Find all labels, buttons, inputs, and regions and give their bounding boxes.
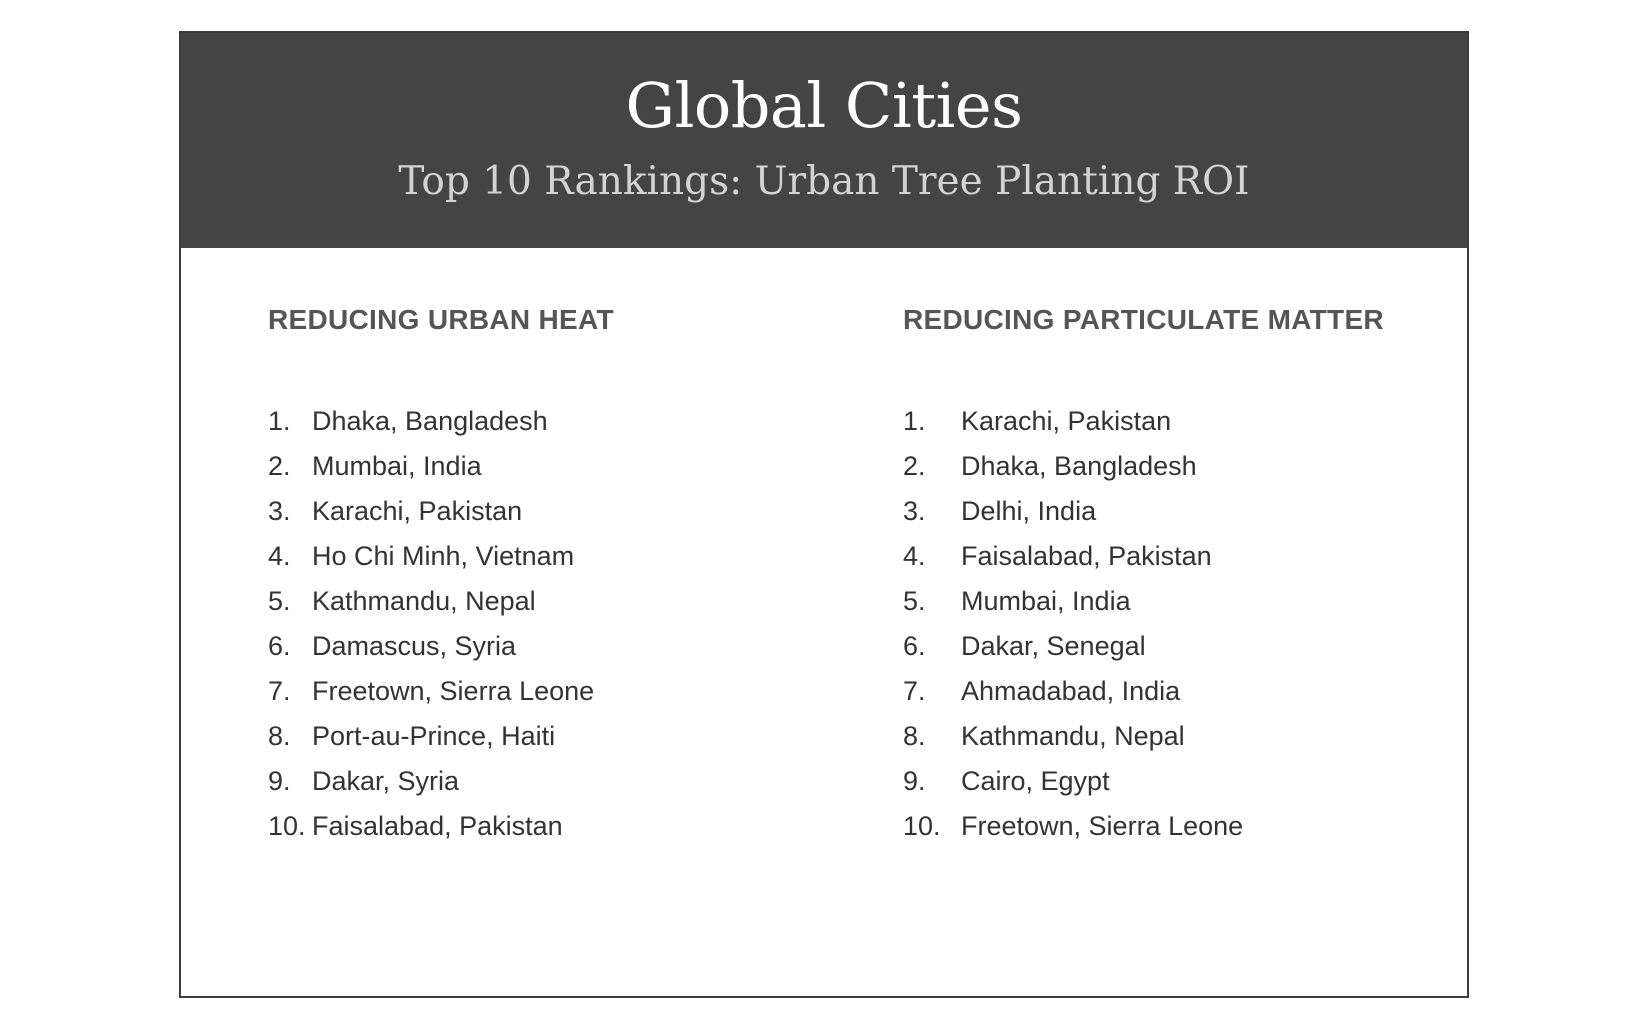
rank-number: 3. — [903, 496, 926, 526]
list-item — [903, 444, 1463, 489]
rank-number: 9. — [268, 766, 291, 796]
rank-number: 10. — [268, 811, 306, 841]
rank-number: 3. — [268, 496, 291, 526]
rank-number: 4. — [268, 541, 291, 571]
city-name: Dhaka, Bangladesh — [961, 451, 1197, 481]
city-name: Karachi, Pakistan — [312, 496, 523, 526]
list-item — [903, 624, 1463, 669]
city-name: Freetown, Sierra Leone — [312, 676, 595, 706]
list-item — [268, 534, 828, 579]
list-item — [268, 444, 828, 489]
urban-heat-heading: REDUCING URBAN HEAT — [268, 304, 614, 335]
list-item — [268, 759, 828, 804]
header-banner — [181, 33, 1467, 248]
list-item — [268, 579, 828, 624]
list-item — [268, 399, 828, 444]
rank-number: 2. — [903, 451, 926, 481]
urban-heat-list — [268, 399, 828, 849]
rank-number: 1. — [268, 406, 291, 436]
rank-number: 9. — [903, 766, 926, 796]
city-name: Delhi, India — [961, 496, 1097, 526]
city-name: Faisalabad, Pakistan — [961, 541, 1212, 571]
city-name: Ahmadabad, India — [961, 676, 1181, 706]
list-item — [903, 804, 1463, 849]
list-item — [903, 534, 1463, 579]
page-subtitle: Top 10 Rankings: Urban Tree Planting ROI — [398, 159, 1250, 204]
urban-heat-column — [268, 303, 614, 841]
rank-number: 10. — [903, 811, 941, 841]
list-item — [268, 804, 828, 849]
city-name: Karachi, Pakistan — [961, 406, 1172, 436]
city-name: Dakar, Senegal — [961, 631, 1146, 661]
list-item — [903, 669, 1463, 714]
list-item — [903, 489, 1463, 534]
rank-number: 6. — [903, 631, 926, 661]
city-name: Mumbai, India — [961, 586, 1131, 616]
list-item — [268, 489, 828, 534]
rank-number: 5. — [903, 586, 926, 616]
particulate-matter-heading: REDUCING PARTICULATE MATTER — [903, 304, 1384, 335]
rankings-card — [179, 31, 1469, 998]
city-name: Mumbai, India — [312, 451, 482, 481]
rank-number: 1. — [903, 406, 926, 436]
city-name: Cairo, Egypt — [961, 766, 1110, 796]
rank-number: 7. — [268, 676, 291, 706]
rank-number: 6. — [268, 631, 291, 661]
list-item — [268, 714, 828, 759]
rank-number: 2. — [268, 451, 291, 481]
city-name: Dakar, Syria — [312, 766, 460, 796]
city-name: Kathmandu, Nepal — [312, 586, 536, 616]
page-title: Global Cities — [625, 69, 1023, 142]
city-name: Port-au-Prince, Haiti — [312, 721, 556, 751]
particulate-matter-list — [903, 399, 1463, 849]
list-item — [903, 399, 1463, 444]
list-item — [903, 579, 1463, 624]
city-name: Kathmandu, Nepal — [961, 721, 1185, 751]
list-item — [268, 669, 828, 714]
rank-number: 7. — [903, 676, 926, 706]
rank-number: 8. — [903, 721, 926, 751]
rank-number: 8. — [268, 721, 291, 751]
city-name: Faisalabad, Pakistan — [312, 811, 563, 841]
city-name: Damascus, Syria — [312, 631, 517, 661]
list-item — [268, 624, 828, 669]
list-item — [903, 714, 1463, 759]
city-name: Dhaka, Bangladesh — [312, 406, 548, 436]
rank-number: 5. — [268, 586, 291, 616]
list-item — [903, 759, 1463, 804]
particulate-matter-column — [903, 303, 1384, 841]
city-name: Freetown, Sierra Leone — [961, 811, 1244, 841]
rank-number: 4. — [903, 541, 926, 571]
city-name: Ho Chi Minh, Vietnam — [312, 541, 575, 571]
